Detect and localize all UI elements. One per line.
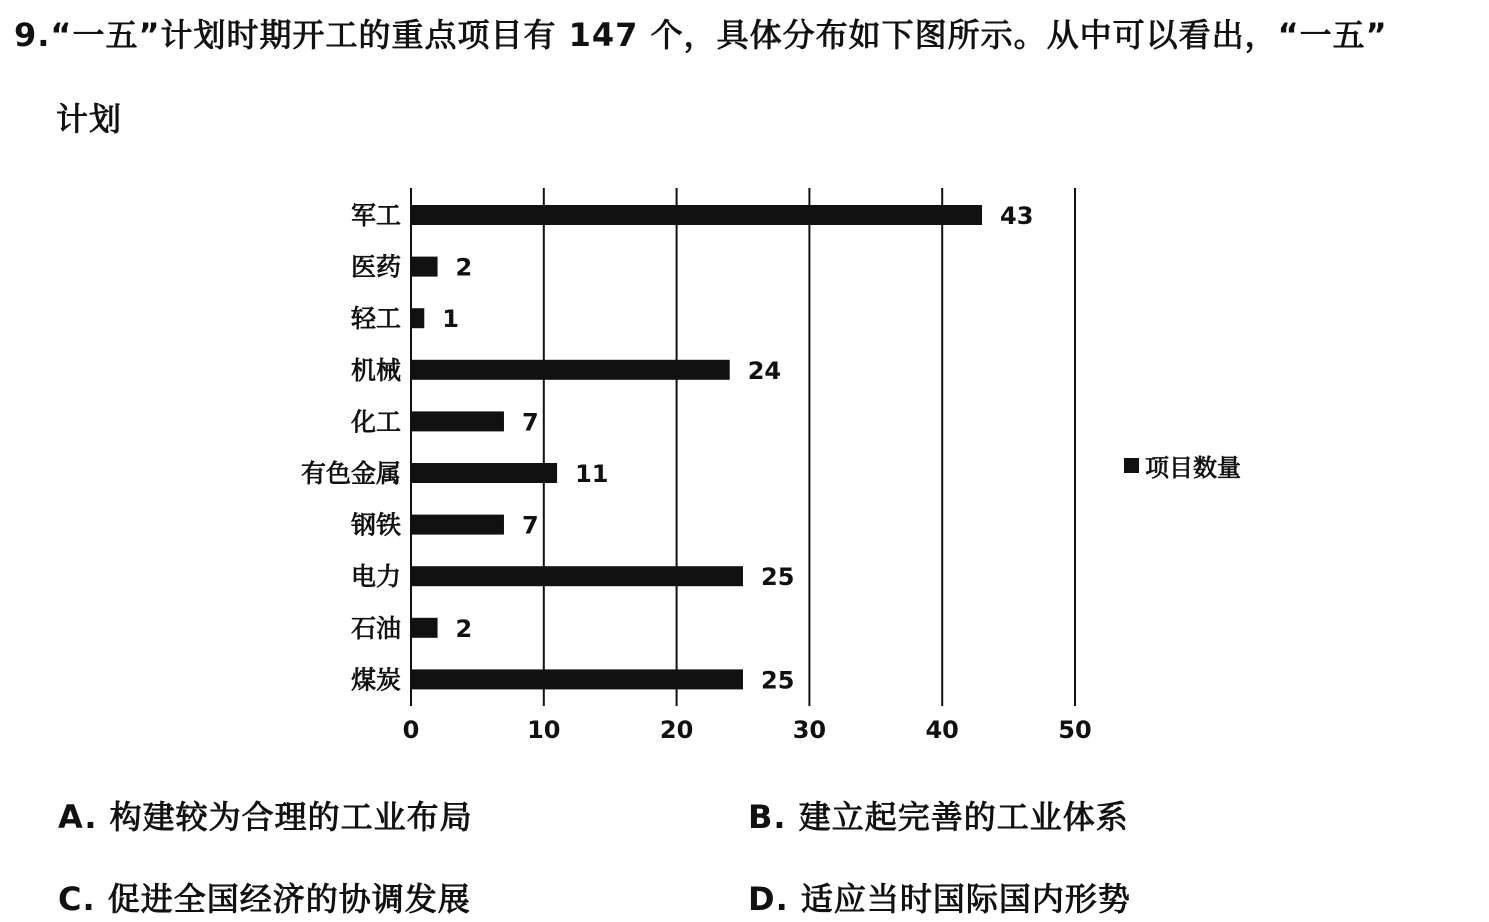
x-tick-label: 10 [527,716,561,744]
category-label: 轻工 [350,304,401,334]
x-tick-label: 50 [1058,716,1092,744]
bar [411,205,982,225]
data-label: 1 [442,305,459,334]
x-tick-label: 40 [925,716,959,744]
data-label: 7 [521,511,539,540]
x-tick-label: 0 [402,716,420,744]
bar [411,308,424,328]
category-label: 军工 [350,201,401,230]
category-label: 煤炭 [350,665,401,695]
data-label: 25 [761,666,795,695]
legend-swatch [1124,458,1139,473]
bar [411,257,438,277]
data-label: 2 [455,253,473,282]
option-c[interactable]: C. 促进全国经济的协调发展 [58,880,471,918]
x-tick-label: 30 [792,716,827,744]
option-a[interactable]: A. 构建较为合理的工业布局 [58,798,473,836]
bar [411,618,438,638]
category-label: 化工 [350,407,401,437]
data-label: 24 [747,356,782,385]
category-label: 石油 [350,613,401,643]
category-label: 电力 [350,562,401,592]
bar [411,566,743,586]
category-label: 医药 [350,252,401,282]
category-label: 机械 [350,355,401,385]
data-label: 11 [575,460,609,488]
data-label: 25 [761,563,795,592]
category-label: 钢铁 [350,510,401,540]
data-label: 2 [455,614,473,643]
bar [411,411,504,431]
bar [411,463,557,483]
bar [411,515,504,535]
bar [411,669,743,689]
x-tick-label: 20 [659,716,694,744]
question-stem-line-2: 计划 [56,100,123,138]
option-b[interactable]: B. 建立起完善的工业体系 [748,798,1129,836]
bar [411,360,730,380]
question-stem-line-1: 9.“一五”计划时期开工的重点项目有 147 个，具体分布如下图所示。从中可以看出，“一五” [14,16,1388,54]
data-label: 43 [1000,202,1034,230]
option-d[interactable]: D. 适应当时国际国内形势 [748,880,1131,918]
chart-legend [1124,448,1241,483]
legend-label: 项目数量 [1145,454,1241,482]
category-label: 有色金属 [300,459,401,488]
data-label: 7 [521,408,539,437]
